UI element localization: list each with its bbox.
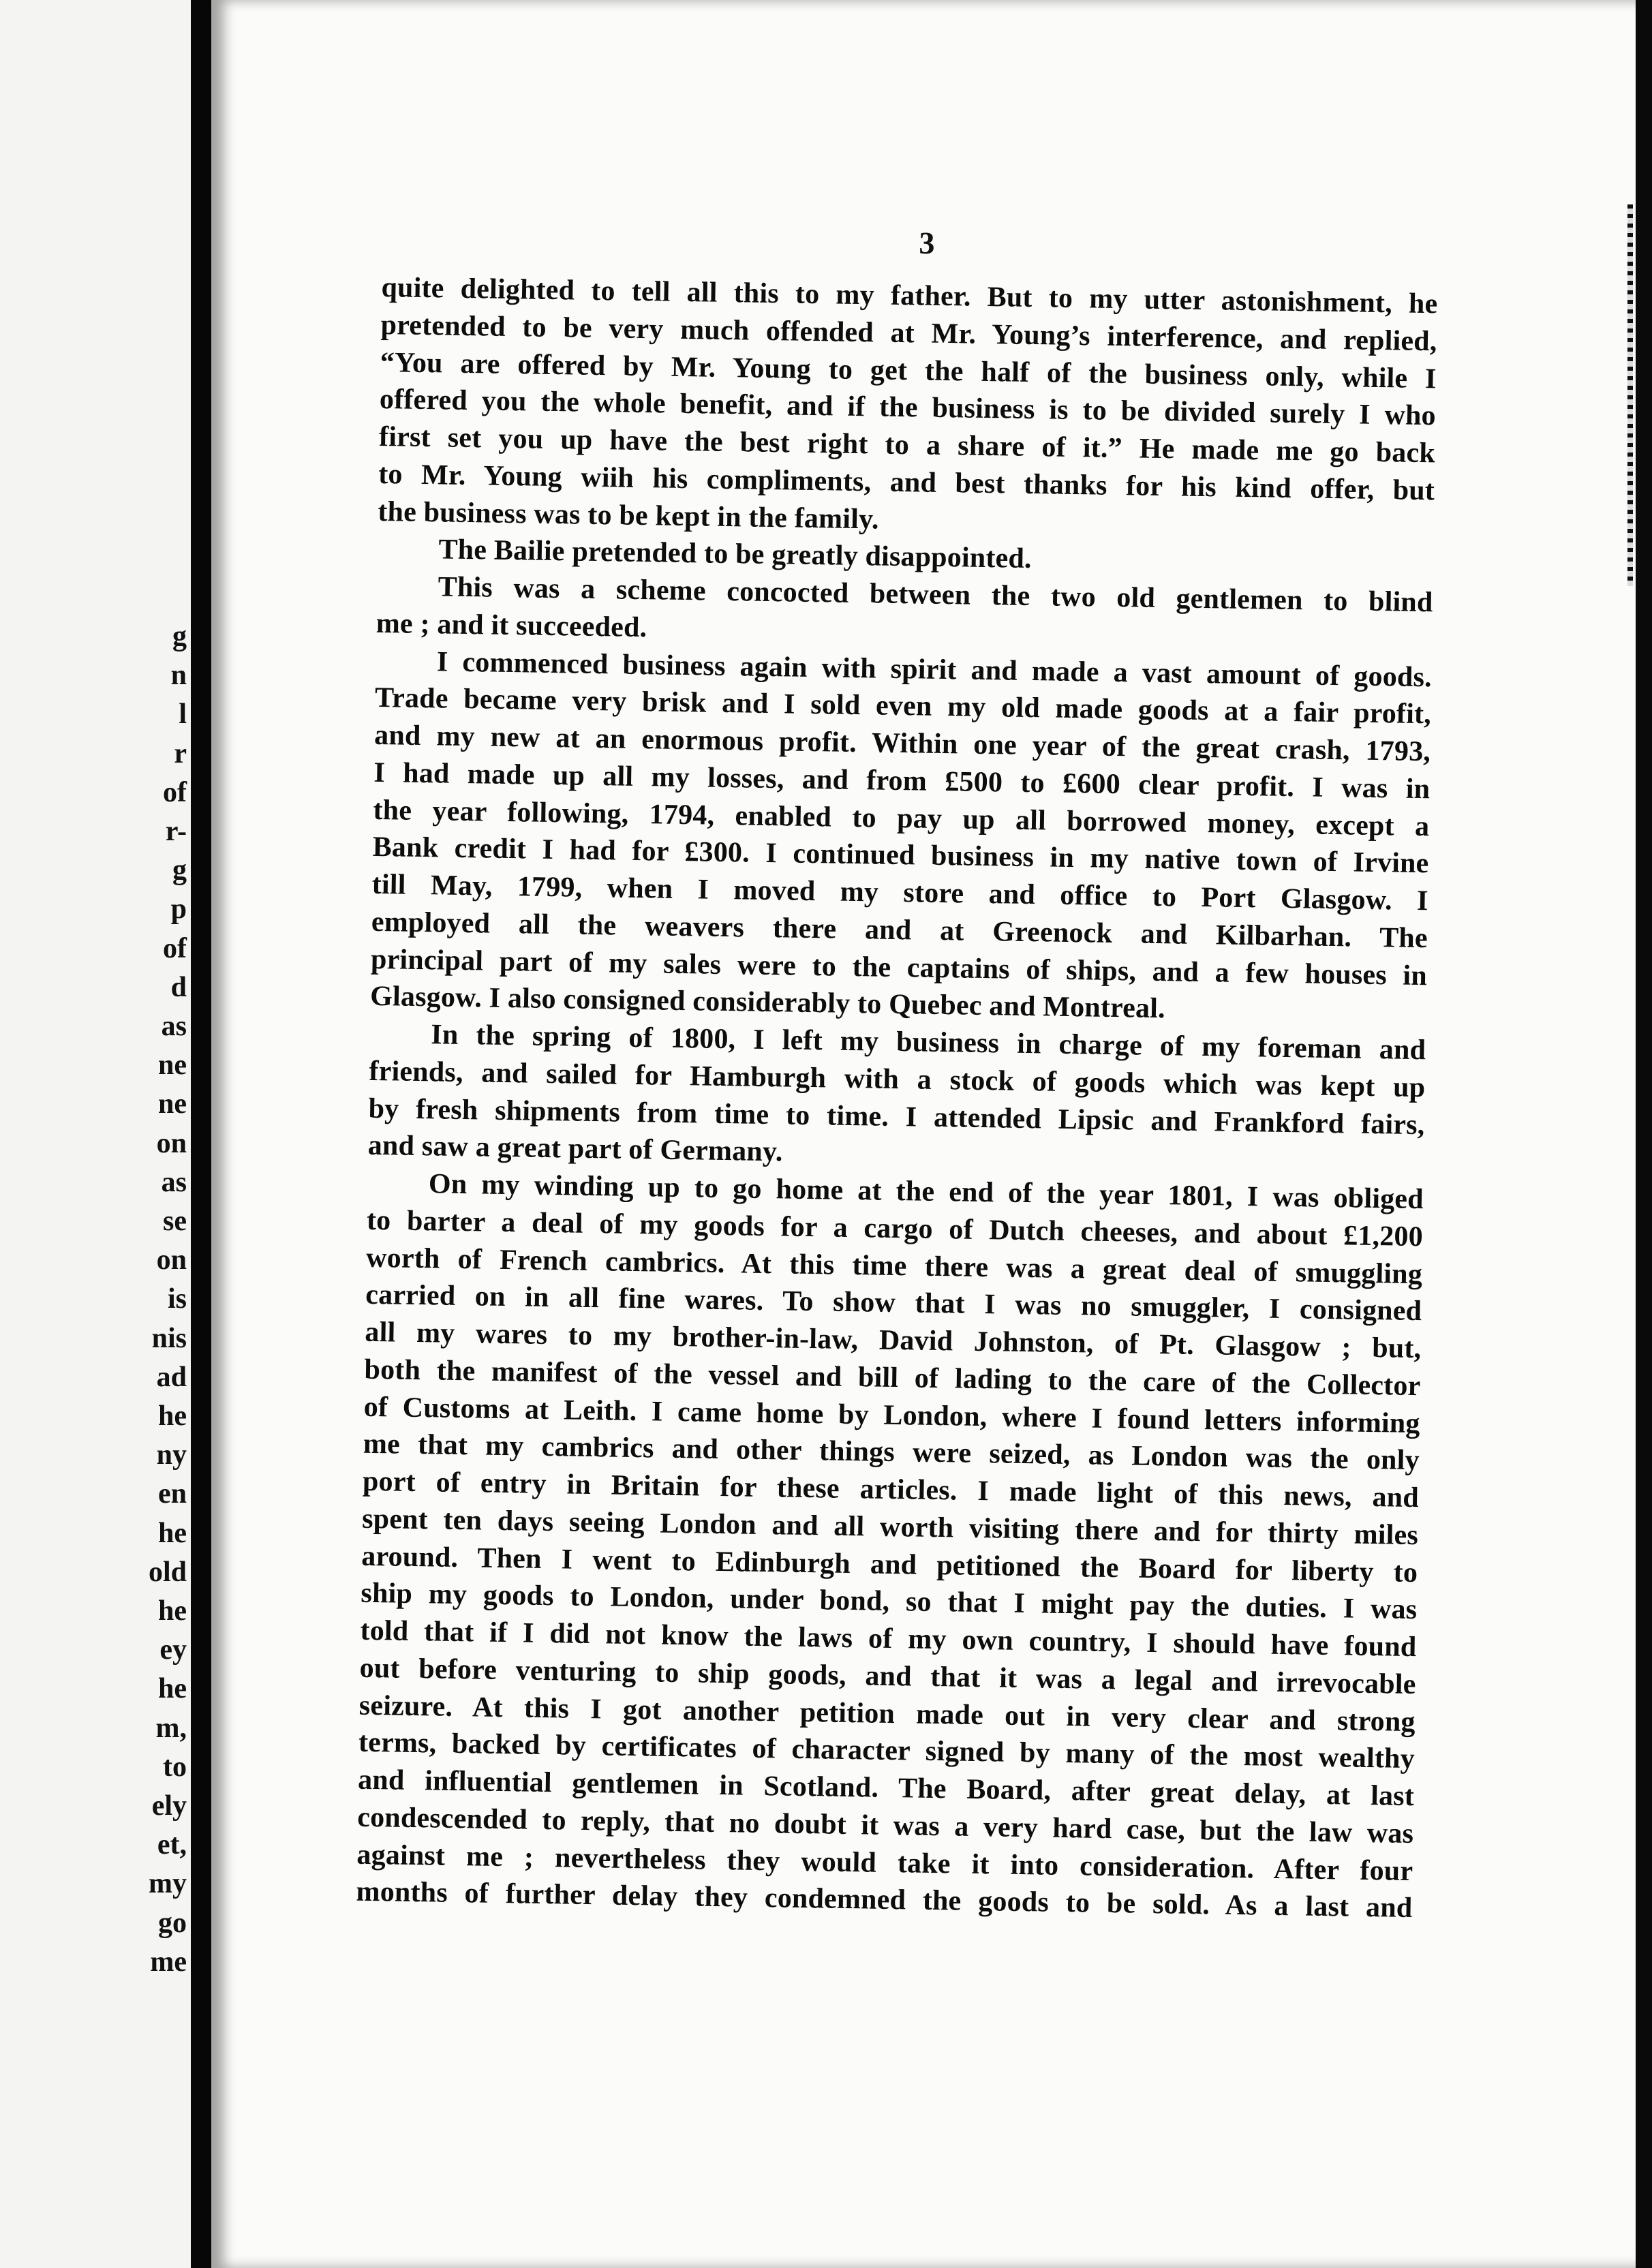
text-line: The Bailie pretended to be greatly disappointed. [438, 534, 1032, 575]
text-line: me that my cambrics and other things were seized, as London was the only [363, 1428, 1420, 1477]
left-page-edge-fragment: he [158, 1517, 187, 1549]
text-line: Trade became very brisk and I sold even my old made goods at a fair profit, [374, 682, 1432, 731]
text-line: worth of French cambrics. At this time there was a great deal of smuggling [365, 1242, 1423, 1290]
left-page-edge-fragment: en [158, 1478, 187, 1510]
text-line: In the spring of 1800, I left my business in charge of my foreman and [431, 1019, 1426, 1067]
text-line: Glasgow. I also consigned considerably to Quebec and Montreal. [369, 981, 1166, 1025]
left-page-edge-fragment: of [163, 932, 187, 964]
text-line: till May, 1799, when I moved my store and office to Port Glasgow. I [371, 868, 1428, 917]
text-line: to barter a deal of my goods for a cargo of Dutch cheeses, and about £1,200 [366, 1204, 1424, 1253]
text-line: “You are offered by Mr. Young to get the half of the business only, while I [380, 346, 1437, 395]
text-line: I commenced business again with spirit and made a vast amount of goods. [436, 645, 1433, 693]
left-page-edge-fragment: is [167, 1283, 187, 1315]
left-page-edge-fragment: p [170, 893, 187, 925]
text-line: told that if I did not know the laws of my own country, I should have found [360, 1614, 1417, 1664]
text-line: the year following, 1794, enabled to pay up all borrowed money, except a [373, 794, 1430, 842]
left-page-edge-fragment: ne [158, 1049, 187, 1082]
text-line: seizure. At this I got another petition made out in very clear and strong [358, 1689, 1416, 1738]
left-page-edge-fragment: r- [165, 816, 187, 847]
text-line: terms, backed by certificates of character signed by many of the most wealthy [358, 1726, 1416, 1775]
left-page-edge-fragment: g [172, 855, 187, 887]
left-page-edge-fragment: d [170, 971, 187, 1003]
text-line: spent ten days seeing London and all worth visiting there and for thirty miles [361, 1503, 1419, 1551]
text-line: I had made up all my losses, and from £500 to £600 clear profit. I was in [373, 756, 1431, 806]
left-page-edge-fragment: he [158, 1595, 187, 1627]
left-page-edge-fragment: my [149, 1868, 187, 1900]
left-page-edge-fragment: r [174, 737, 187, 769]
text-line: This was a scheme concocted between the two old gentlemen to blind [438, 571, 1433, 619]
text-line: quite delighted to tell all this to my father. But to my utter astonishment, he [381, 271, 1438, 320]
left-page-edge-fragment: as [161, 1011, 187, 1042]
left-page-edge-fragment: old [148, 1556, 187, 1588]
left-page-edge-fragment: on [156, 1127, 187, 1159]
left-page-edge-fragment: he [158, 1673, 187, 1705]
left-page-edge-fragment: on [156, 1244, 187, 1276]
left-page-edge-fragment: se [163, 1206, 187, 1237]
text-line: carried on in all fine wares. To show that I was no smuggler, I consigned [365, 1279, 1422, 1328]
text-line: offered you the whole benefit, and if the business is to be divided surely I who [379, 384, 1437, 432]
left-page-edge-fragment: me [150, 1946, 187, 1978]
left-page-edge-fragment: ely [151, 1790, 187, 1822]
left-page-edge-text [0, 0, 191, 2268]
left-page-edge-fragment: n [170, 660, 187, 692]
text-line: around. Then I went to Edinburgh and petitioned the Board for liberty to [361, 1540, 1418, 1589]
left-page-edge-fragment: m, [155, 1712, 187, 1744]
text-line: port of entry in Britain for these articles. I made light of this news, and [362, 1465, 1420, 1514]
text-line: Bank credit I had for £300. I continued business in my native town of Irvine [372, 831, 1429, 880]
left-page-edge-fragment: of [163, 776, 187, 808]
left-page-edge-fragment: ne [158, 1088, 187, 1120]
left-page-edge-fragment: to [163, 1751, 187, 1783]
left-page-edge-fragment: ny [156, 1439, 187, 1471]
left-page-edge-fragment: ad [156, 1361, 187, 1393]
text-line: out before venturing to ship goods, and that it was a legal and irrevocable [359, 1652, 1416, 1700]
book-gutter [191, 0, 211, 2268]
right-page-border [1636, 0, 1652, 2268]
text-line: condescended to reply, that no doubt it was a very hard case, but the law was [356, 1801, 1414, 1850]
text-line: pretended to be very much offended at Mr. Young’s interference, and replied, [380, 309, 1437, 358]
text-line: principal part of my sales were to the captains of ships, and a few houses in [370, 943, 1428, 992]
text-line: the business was to be kept in the family. [378, 495, 880, 536]
text-line: of Customs at Leith. I came home by London, where I found letters informing [363, 1391, 1420, 1439]
left-page-edge-fragment: ey [159, 1634, 187, 1666]
text-line: against me ; nevertheless they would take it into consideration. After four [356, 1839, 1413, 1887]
left-page-edge-fragment: l [179, 699, 187, 731]
left-page-edge-fragment: go [158, 1907, 187, 1939]
text-line: and my new at an enormous profit. Within one year of the great crash, 1793, [373, 719, 1431, 768]
left-page-edge-fragment: nis [151, 1322, 187, 1354]
text-line: employed all the weavers there and at Greenock and Kilbarhan. The [371, 906, 1428, 954]
text-line: to Mr. Young wiih his compliments, and best thanks for his kind offer, but [378, 458, 1435, 507]
left-page-edge-fragment: as [161, 1166, 187, 1198]
text-line: friends, and sailed for Hamburgh with a stock of goods which was kept up [369, 1055, 1426, 1103]
text-line: and influential gentlemen in Scotland. The Board, after great delay, at last [357, 1764, 1415, 1813]
text-line: first set you up have the best right to a share of it.” He made me go back [378, 420, 1436, 470]
body-text [356, 269, 1438, 1927]
text-line: months of further delay they condemned the goods to be sold. As a last and [356, 1875, 1413, 1925]
text-line: On my winding up to go home at the end of the year 1801, I was obliged [428, 1168, 1424, 1216]
page-edge-marks [1627, 204, 1633, 586]
text-line: me ; and it succeeded. [376, 607, 647, 643]
left-page-edge-fragment: et, [157, 1829, 187, 1861]
page-number: 3 [919, 225, 935, 261]
text-line: and saw a great part of Germany. [367, 1130, 783, 1168]
text-line: by fresh shipments from time to time. I attended Lipsic and Frankford fairs, [368, 1092, 1425, 1141]
text-line: ship my goods to London, under bond, so that I might pay the duties. I was [361, 1578, 1418, 1626]
text-line: all my wares to my brother-in-law, David Johnston, of Pt. Glasgow ; but, [365, 1316, 1422, 1365]
text-line: both the manifest of the vessel and bill of lading to the care of the Collector [364, 1353, 1421, 1402]
left-page-edge-fragment: he [158, 1400, 187, 1432]
left-page-edge-fragment: g [172, 621, 187, 652]
